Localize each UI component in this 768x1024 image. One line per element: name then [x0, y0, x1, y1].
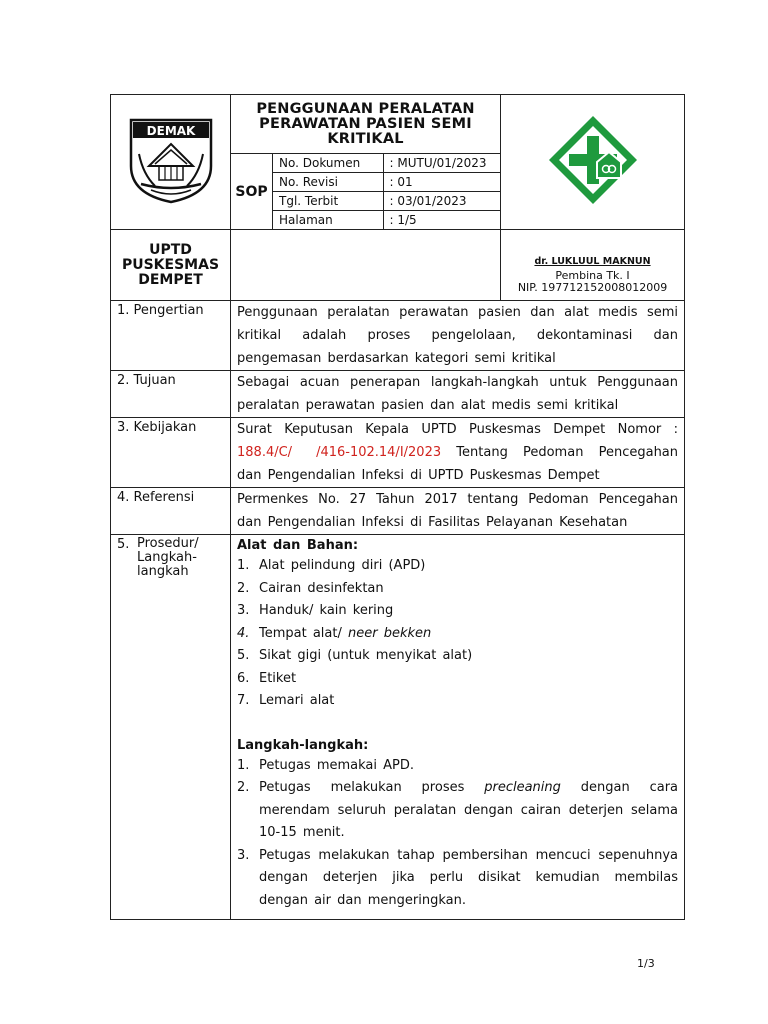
title-line: PERAWATAN PASIEN SEMI — [259, 115, 472, 132]
signatory-nip: NIP. 197712152008012009 — [517, 281, 668, 294]
title-line: PENGGUNAAN PERALATAN — [256, 100, 475, 117]
kebijakan-number-part2: /416-102.14/I/2023 — [316, 445, 442, 460]
signatory-block — [501, 230, 685, 301]
list-item: 5. Sikat gigi (untuk menyikat alat) — [237, 648, 473, 663]
kebijakan-text-before: Surat Keputusan Kepala UPTD Puskesmas Dempet Nomor : — [237, 422, 679, 437]
section-text-pengertian: Penggunaan peralatan perawatan pasien dan alat medis semi kritikal adalah proses pengelolaan, dekontaminasi dan pengemasan berdasarkan kategori semi kritikal — [231, 301, 685, 371]
meta-value: : 03/01/2023 — [383, 192, 501, 211]
langkah-title: Langkah-langkah: — [237, 737, 369, 753]
list-item: 3. Handuk/ kain kering — [237, 603, 394, 618]
title-line: KRITIKAL — [327, 130, 404, 147]
sop-table — [110, 94, 685, 920]
organization-name — [111, 230, 231, 301]
kebijakan-text-after: Tentang Pedoman Pencegahan dan Pengendalian Infeksi di UPTD Puskesmas Dempet — [237, 445, 679, 483]
section-text-prosedur — [231, 535, 685, 920]
meta-label: Halaman — [279, 213, 333, 227]
kebijakan-number-part1: 188.4/C/ — [237, 445, 293, 460]
section-label-kebijakan: 3. Kebijakan — [111, 418, 231, 488]
list-item: 4. Tempat alat/ neer bekken — [237, 625, 432, 641]
meta-value: : MUTU/01/2023 — [383, 154, 501, 173]
alat-bahan-list — [237, 555, 678, 713]
langkah-list — [237, 755, 678, 913]
meta-label: No. Revisi — [273, 173, 383, 192]
org-line: UPTD — [149, 241, 192, 258]
list-item: 3. Petugas melakukan tahap pembersihan mencuci sepenuhnya dengan deterjen jika perlu disikat kemudian membilas dengan air dan mengeringkan. — [237, 847, 679, 908]
blank-cell — [231, 230, 501, 301]
prosedur-label-line: Langkah- — [137, 550, 197, 565]
list-item: 7. Lemari alat — [237, 693, 335, 708]
section-label-tujuan: 2. Tujuan — [111, 371, 231, 418]
meta-value: : 01 — [383, 173, 501, 192]
prosedur-label-line: Prosedur/ — [137, 536, 199, 551]
section-label-prosedur — [111, 535, 231, 920]
prosedur-label-line: langkah — [137, 564, 189, 579]
list-item: 1. Petugas memakai APD. — [237, 757, 415, 773]
demak-logo-text: DEMAK — [146, 124, 195, 138]
meta-value: : 1/5 — [383, 211, 501, 230]
meta-table — [273, 154, 501, 229]
list-item: 6. Etiket — [237, 670, 297, 686]
puskesmas-logo-cell — [501, 95, 685, 230]
page-number: 1/3 — [637, 957, 655, 970]
sop-title — [231, 95, 501, 154]
demak-logo — [125, 114, 217, 206]
demak-logo-cell — [111, 95, 231, 230]
prosedur-label-num: 5. — [117, 537, 130, 552]
puskesmas-logo — [545, 112, 641, 208]
org-line: DEMPET — [138, 271, 203, 288]
list-item: 2. Cairan desinfektan — [237, 580, 384, 596]
meta-label: No. Dokumen — [273, 154, 383, 173]
sop-label: SOP — [231, 154, 273, 230]
section-text-kebijakan — [231, 418, 685, 488]
section-label-pengertian: 1. Pengertian — [111, 301, 231, 371]
document-meta — [273, 154, 501, 230]
list-item: 1. Alat pelindung diri (APD) — [237, 558, 426, 573]
section-text-referensi: Permenkes No. 27 Tahun 2017 tentang Pedoman Pencegahan dan Pengendalian Infeksi di Fasilitas Pelayanan Kesehatan — [231, 488, 685, 535]
section-label-referensi: 4. Referensi — [111, 488, 231, 535]
signatory-name: dr. LUKLUUL MAKNUN — [534, 256, 651, 267]
alat-bahan-title: Alat dan Bahan: — [237, 538, 359, 553]
meta-label: Tgl. Terbit — [273, 192, 383, 211]
list-item: 2. Petugas melakukan proses precleaning dengan cara merendam seluruh peralatan dengan cairan deterjen selama 10-15 menit. — [237, 780, 679, 840]
section-text-tujuan: Sebagai acuan penerapan langkah-langkah untuk Penggunaan peralatan perawatan pasien dan alat medis semi kritikal — [231, 371, 685, 418]
org-line: PUSKESMAS — [121, 256, 220, 273]
signatory-rank: Pembina Tk. I — [555, 269, 630, 282]
